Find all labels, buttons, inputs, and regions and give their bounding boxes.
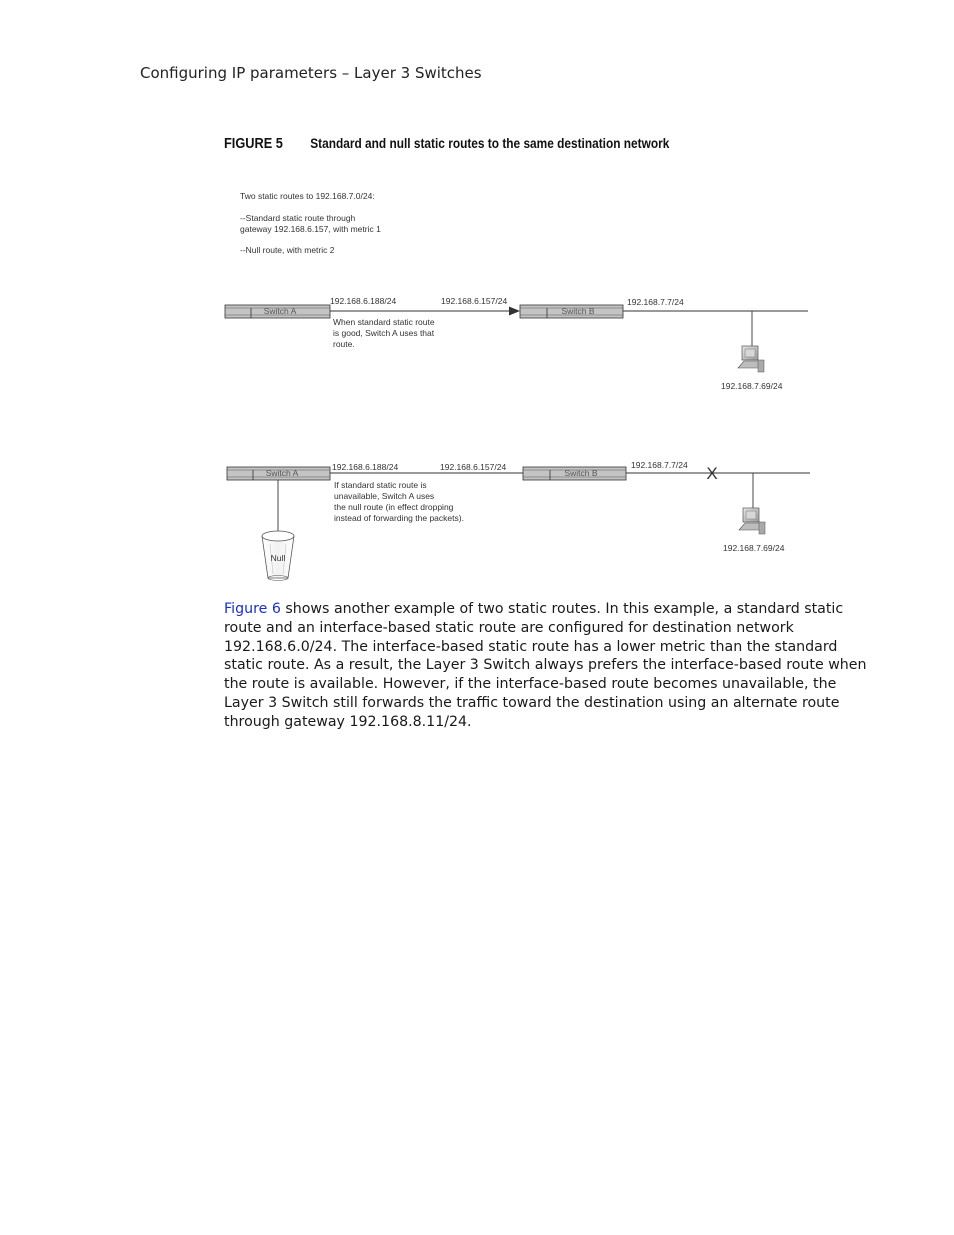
intro-line: gateway 192.168.6.157, with metric 1 [240, 224, 381, 234]
computer-icon [739, 508, 765, 534]
note-line: instead of forwarding the packets). [334, 513, 464, 523]
network-diagram [0, 0, 954, 600]
running-header: Configuring IP parameters – Layer 3 Switches [140, 64, 482, 82]
switch-a-icon [225, 305, 330, 318]
ip-label: 192.168.6.188/24 [330, 296, 397, 306]
switch-b-label: Switch B [561, 306, 595, 316]
ip-label: 192.168.6.157/24 [440, 462, 507, 472]
intro-line: --Null route, with metric 2 [240, 245, 335, 255]
computer-icon [738, 346, 764, 372]
switch-a-label: Switch A [263, 306, 297, 316]
ip-label: 192.168.6.157/24 [441, 296, 508, 306]
host-ip-label: 192.168.7.69/24 [721, 381, 783, 391]
switch-b-icon [520, 305, 623, 318]
intro-text [240, 191, 381, 255]
figure-title: Standard and null static routes to the same destination network [310, 136, 670, 151]
scenario-failure [227, 460, 810, 581]
switch-b-icon [523, 467, 626, 480]
figure-label: FIGURE 5 [224, 136, 283, 152]
figure-6-link[interactable]: Figure 6 [224, 601, 281, 617]
switch-a-icon [227, 467, 330, 480]
ip-label: 192.168.7.7/24 [627, 297, 684, 307]
null-label: Null [270, 553, 286, 563]
body-paragraph [224, 600, 872, 732]
arrow-icon [509, 307, 520, 316]
ip-label: 192.168.7.7/24 [631, 460, 688, 470]
intro-line: Two static routes to 192.168.7.0/24: [240, 191, 375, 201]
note-line: When standard static route [333, 317, 435, 327]
note-line: is good, Switch A uses that [333, 328, 435, 338]
host-ip-label: 192.168.7.69/24 [723, 543, 785, 553]
scenario-normal [225, 296, 808, 391]
body-paragraph-text: shows another example of two static routes. In this example, a standard static route and an interface-based static route are configured for destination network 192.168.6.0/24. The interface-based static route has a lower metric than the standard static route. As a result, the Layer 3 Switch always prefers the interface-based route when the route is available. However, if the interface-based route becomes unavailable, the Layer 3 Switch still forwards the traffic toward the destination using an alternate route through gateway 192.168.8.11/24. [224, 601, 867, 730]
switch-b-label: Switch B [564, 468, 598, 478]
null-bin-icon [262, 531, 294, 581]
failure-mark-icon: X [706, 464, 718, 483]
switch-a-label: Switch A [265, 468, 299, 478]
intro-line: --Standard static route through [240, 213, 356, 223]
note-line: route. [333, 339, 355, 349]
note-line: the null route (in effect dropping [334, 502, 454, 512]
note-line: unavailable, Switch A uses [334, 491, 435, 501]
note-line: If standard static route is [334, 480, 427, 490]
ip-label: 192.168.6.188/24 [332, 462, 399, 472]
